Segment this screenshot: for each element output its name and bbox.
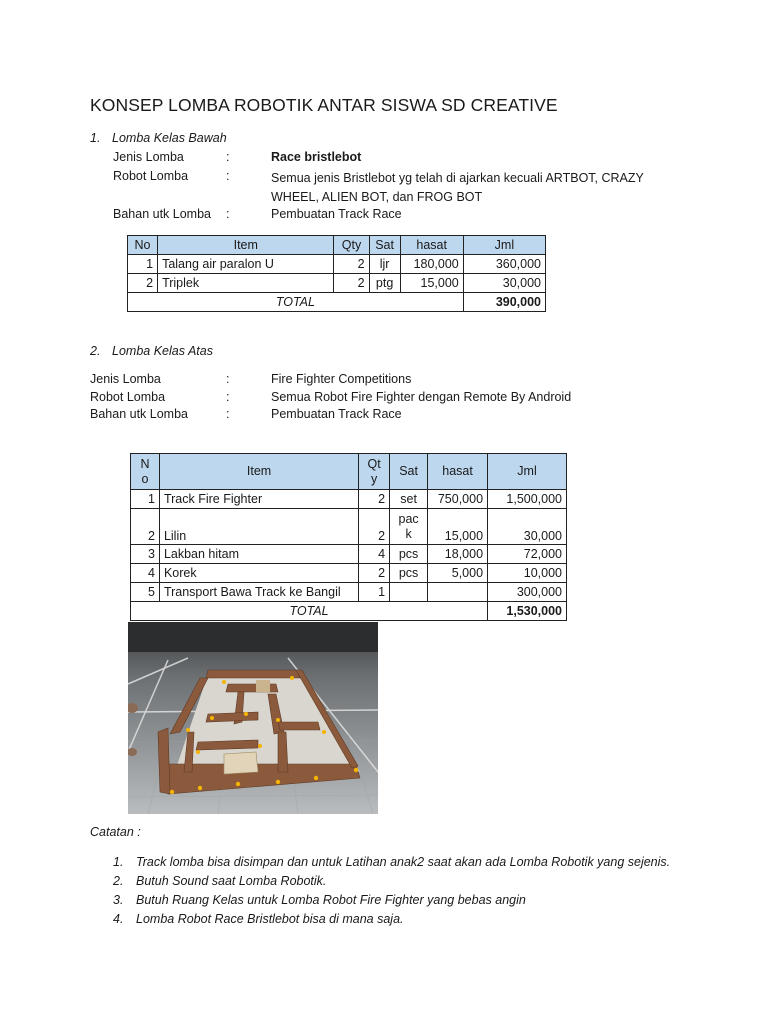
- cell-jml: 360,000: [463, 255, 545, 274]
- cell-sat: pac k: [390, 509, 428, 545]
- cell-item: Triplek: [158, 274, 334, 293]
- section-2-title: Lomba Kelas Atas: [112, 344, 213, 358]
- s2-robot-lomba-value: Semua Robot Fire Fighter dengan Remote By Android: [271, 390, 572, 404]
- cell-hasat: 750,000: [428, 490, 488, 509]
- section-1-budget-table: [127, 235, 546, 312]
- s1-bahan-label: Bahan utk Lomba: [113, 207, 211, 221]
- cell-hasat: 180,000: [400, 255, 463, 274]
- note-number: 2.: [113, 874, 124, 888]
- notes-heading: Catatan :: [90, 825, 141, 839]
- cell-item: Talang air paralon U: [158, 255, 334, 274]
- cell-no: 3: [131, 545, 160, 564]
- header-hasat: hasat: [428, 454, 488, 490]
- header-sat: Sat: [369, 236, 400, 255]
- s2-robot-colon: :: [226, 390, 230, 404]
- cell-no: 2: [131, 509, 160, 545]
- cell-jml: 30,000: [463, 274, 545, 293]
- cell-no: 5: [131, 583, 160, 602]
- header-jml: Jml: [463, 236, 545, 255]
- table-row: [128, 255, 546, 274]
- notes-list: [113, 853, 670, 929]
- header-item: Item: [159, 454, 358, 490]
- table-total-row: [131, 602, 567, 621]
- s1-jenis-lomba-label: Jenis Lomba: [113, 150, 184, 164]
- cell-sat: ptg: [369, 274, 400, 293]
- note-text: Lomba Robot Race Bristlebot bisa di mana saja.: [136, 912, 404, 926]
- header-no: N o: [131, 454, 160, 490]
- table-header-row: [131, 454, 567, 490]
- list-item: [113, 891, 670, 910]
- table-row: [131, 583, 567, 602]
- cell-qty: 2: [334, 255, 369, 274]
- header-sat: Sat: [390, 454, 428, 490]
- cell-sat: set: [390, 490, 428, 509]
- cell-sat: [390, 583, 428, 602]
- section-1-number: 1.: [90, 131, 101, 145]
- table-row: [131, 490, 567, 509]
- table-row: [131, 564, 567, 583]
- list-item: [113, 910, 670, 929]
- total-value: 1,530,000: [488, 602, 567, 621]
- cell-qty: 1: [359, 583, 390, 602]
- cell-hasat: 5,000: [428, 564, 488, 583]
- total-label: TOTAL: [131, 602, 488, 621]
- track-photo: [128, 622, 378, 814]
- cell-qty: 2: [359, 490, 390, 509]
- s2-bahan-colon: :: [226, 407, 230, 421]
- total-label: TOTAL: [128, 293, 464, 312]
- header-hasat: hasat: [400, 236, 463, 255]
- cell-item: Lilin: [159, 509, 358, 545]
- s2-bahan-value: Pembuatan Track Race: [271, 407, 402, 421]
- note-text: Butuh Sound saat Lomba Robotik.: [136, 874, 327, 888]
- section-2-number: 2.: [90, 344, 101, 358]
- table-total-row: [128, 293, 546, 312]
- section-2-heading: [90, 344, 213, 358]
- cell-jml: 300,000: [488, 583, 567, 602]
- table-row: [128, 274, 546, 293]
- cell-item: Lakban hitam: [159, 545, 358, 564]
- cell-qty: 2: [359, 509, 390, 545]
- s1-bahan-value: Pembuatan Track Race: [271, 207, 402, 221]
- cell-jml: 10,000: [488, 564, 567, 583]
- cell-hasat: [428, 583, 488, 602]
- s1-bahan-colon: :: [226, 207, 230, 221]
- header-qty: Qty: [334, 236, 369, 255]
- header-jml: Jml: [488, 454, 567, 490]
- cell-no: 4: [131, 564, 160, 583]
- note-number: 1.: [113, 855, 124, 869]
- cell-jml: 1,500,000: [488, 490, 567, 509]
- list-item: [113, 853, 670, 872]
- cell-qty: 2: [359, 564, 390, 583]
- cell-no: 2: [128, 274, 158, 293]
- cell-sat: ljr: [369, 255, 400, 274]
- s1-robot-lomba-value: Semua jenis Bristlebot yg telah di ajarkan kecuali ARTBOT, CRAZY WHEEL, ALIEN BOT, dan FROG BOT: [271, 171, 644, 204]
- section-2-budget-table: [130, 453, 567, 621]
- cell-sat: pcs: [390, 564, 428, 583]
- section-1-title: Lomba Kelas Bawah: [112, 131, 227, 145]
- note-text: Butuh Ruang Kelas untuk Lomba Robot Fire Fighter yang bebas angin: [136, 893, 526, 907]
- total-value: 390,000: [463, 293, 545, 312]
- s2-jenis-lomba-value: Fire Fighter Competitions: [271, 372, 412, 386]
- cell-jml: 72,000: [488, 545, 567, 564]
- cell-hasat: 15,000: [428, 509, 488, 545]
- cell-item: Korek: [159, 564, 358, 583]
- note-text: Track lomba bisa disimpan dan untuk Latihan anak2 saat akan ada Lomba Robotik yang sejenis.: [136, 855, 671, 869]
- header-no: No: [128, 236, 158, 255]
- note-number: 3.: [113, 893, 124, 907]
- header-item: Item: [158, 236, 334, 255]
- header-qty: Qt y: [359, 454, 390, 490]
- cell-qty: 4: [359, 545, 390, 564]
- table-row: [131, 509, 567, 545]
- section-1-heading: [90, 131, 227, 145]
- list-item: [113, 872, 670, 891]
- cell-item: Track Fire Fighter: [159, 490, 358, 509]
- cell-no: 1: [131, 490, 160, 509]
- document-title: KONSEP LOMBA ROBOTIK ANTAR SISWA SD CREATIVE: [90, 95, 558, 115]
- cell-no: 1: [128, 255, 158, 274]
- s1-jenis-lomba-row: [113, 150, 184, 164]
- s1-jenis-colon: :: [226, 150, 230, 164]
- table-header-row: [128, 236, 546, 255]
- note-number: 4.: [113, 912, 124, 926]
- s2-jenis-lomba-label: Jenis Lomba: [90, 372, 161, 386]
- s1-jenis-lomba-value: Race bristlebot: [271, 150, 362, 164]
- cell-qty: 2: [334, 274, 369, 293]
- s2-robot-lomba-label: Robot Lomba: [90, 390, 166, 404]
- track-photo-drawing: [128, 622, 378, 814]
- cell-hasat: 15,000: [400, 274, 463, 293]
- cell-hasat: 18,000: [428, 545, 488, 564]
- cell-sat: pcs: [390, 545, 428, 564]
- s1-robot-lomba-label: Robot Lomba: [113, 169, 189, 183]
- cell-item: Transport Bawa Track ke Bangil: [159, 583, 358, 602]
- s2-bahan-label: Bahan utk Lomba: [90, 407, 188, 421]
- s1-robot-colon: :: [226, 169, 230, 183]
- s2-jenis-colon: :: [226, 372, 230, 386]
- table-row: [131, 545, 567, 564]
- cell-jml: 30,000: [488, 509, 567, 545]
